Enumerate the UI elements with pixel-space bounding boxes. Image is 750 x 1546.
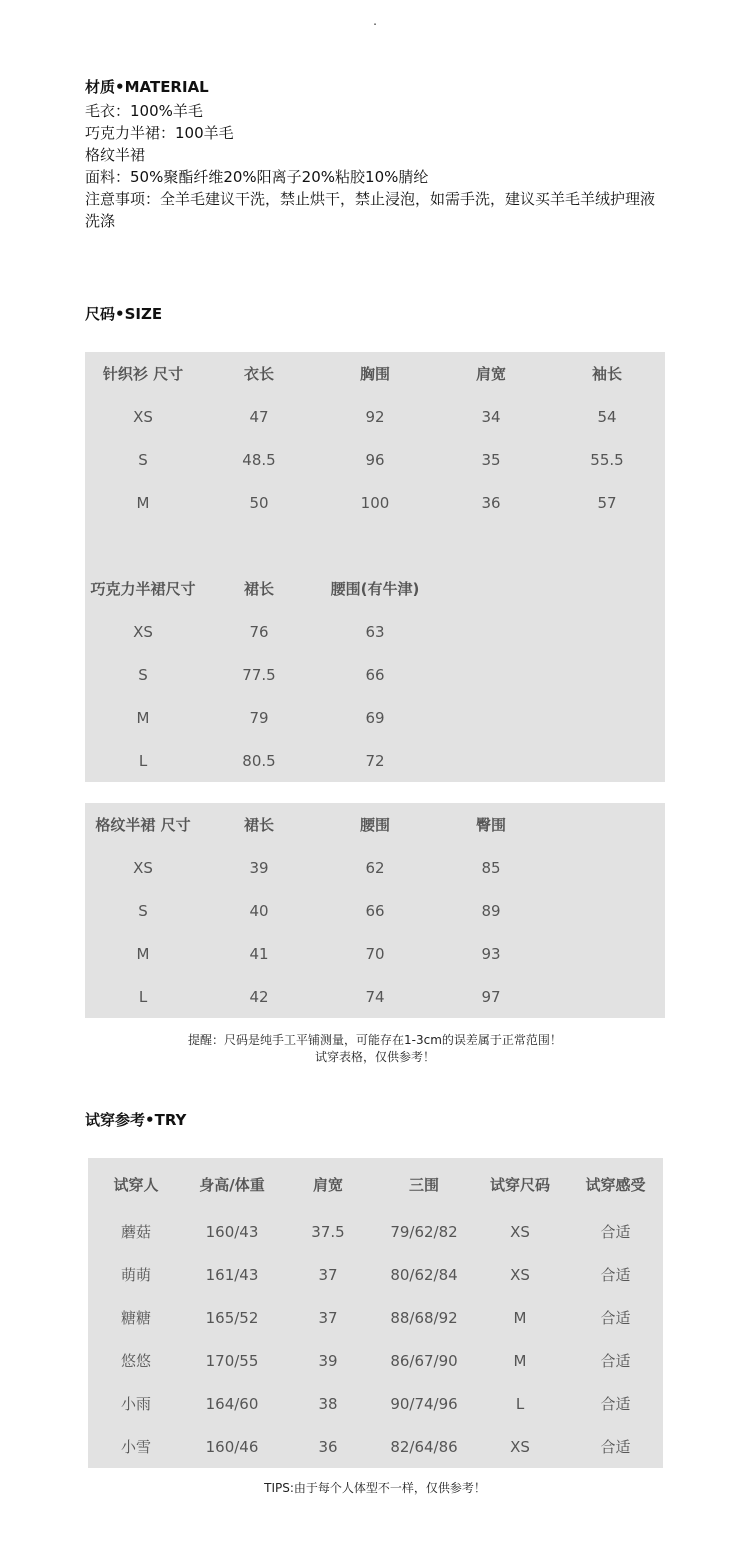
table-row — [85, 438, 665, 481]
table-cell: 77.5 — [242, 665, 276, 684]
table-row — [85, 739, 665, 782]
header-cell: 裙长 — [243, 580, 274, 598]
table-cell — [549, 696, 665, 739]
table-cell: 90/74/96 — [390, 1394, 458, 1413]
table-cell: 79 — [249, 708, 269, 727]
table-cell: 97 — [481, 987, 501, 1006]
table-cell — [549, 889, 665, 932]
material-line: 巧克力半裙：100羊毛 — [85, 124, 234, 142]
table-cell: M — [136, 708, 150, 727]
table-cell: 35 — [481, 450, 501, 469]
table-cell: 41 — [249, 944, 269, 963]
table-cell: 48.5 — [242, 450, 276, 469]
table-row — [88, 1210, 663, 1253]
table-cell: 66 — [365, 901, 385, 920]
table-cell: 70 — [365, 944, 385, 963]
table-cell: 糖糖 — [120, 1309, 151, 1327]
try-tips: TIPS:由于每个人体型不一样，仅供参考！ — [264, 1481, 486, 1495]
header-cell: 腰围(有牛津) — [330, 580, 420, 598]
material-line: 毛衣：100%羊毛 — [85, 102, 203, 120]
table-cell: L — [138, 751, 148, 770]
header-cell: 针织衫 尺寸 — [102, 365, 184, 383]
table-cell: 50 — [249, 493, 269, 512]
table-cell: 小雪 — [120, 1438, 151, 1456]
table-cell: 36 — [481, 493, 501, 512]
table-cell: S — [138, 665, 148, 684]
try-title: 试穿参考•TRY — [85, 1111, 187, 1129]
table-row — [85, 932, 665, 975]
header-cell: 袖长 — [591, 365, 622, 383]
header-cell: 三围 — [408, 1175, 439, 1194]
table-cell: 165/52 — [205, 1308, 259, 1327]
header-cell — [433, 567, 549, 610]
table-cell: 63 — [365, 622, 385, 641]
table-cell: 40 — [249, 901, 269, 920]
table-cell: 74 — [365, 987, 385, 1006]
table-header-row — [85, 803, 665, 846]
header-cell: 裙长 — [243, 816, 274, 834]
table-row — [85, 395, 665, 438]
table-cell: L — [138, 987, 148, 1006]
header-cell — [549, 567, 665, 610]
header-cell: 肩宽 — [475, 365, 506, 383]
table-row — [88, 1296, 663, 1339]
table-cell: 38 — [318, 1394, 338, 1413]
table-cell: 37 — [318, 1265, 338, 1284]
table-cell: 62 — [365, 858, 385, 877]
table-cell: XS — [510, 1265, 530, 1284]
table-cell: M — [136, 944, 150, 963]
table-cell: M — [513, 1351, 527, 1370]
table-cell: 55.5 — [590, 450, 624, 469]
top-mark: . — [373, 14, 377, 28]
table-cell: 85 — [481, 858, 501, 877]
knit-size-table — [85, 352, 665, 524]
table-cell: 47 — [249, 407, 269, 426]
material-care-line: 注意事项：全羊毛建议干洗，禁止烘干，禁止浸泡，如需手洗，建议买羊毛羊绒护理液洗涤 — [85, 190, 656, 230]
table-cell: 93 — [481, 944, 501, 963]
material-line: 面料：50%聚酯纤维20%阳离子20%粘胶10%腈纶 — [85, 168, 429, 186]
table-cell: 合适 — [600, 1438, 631, 1456]
table-cell: 164/60 — [205, 1394, 259, 1413]
try-on-table — [88, 1158, 663, 1468]
table-cell: 86/67/90 — [390, 1351, 458, 1370]
table-cell: 57 — [597, 493, 617, 512]
header-cell: 肩宽 — [312, 1175, 343, 1194]
size-note-line: 试穿表格，仅供参考！ — [314, 1050, 435, 1064]
table-row — [85, 610, 665, 653]
table-row — [85, 975, 665, 1018]
table-cell: 100 — [360, 493, 390, 512]
table-cell: XS — [510, 1222, 530, 1241]
table-cell: 76 — [249, 622, 269, 641]
table-cell — [433, 739, 549, 782]
table-cell: 合适 — [600, 1309, 631, 1327]
table-cell: 37 — [318, 1308, 338, 1327]
table-cell — [549, 739, 665, 782]
table-row — [88, 1253, 663, 1296]
table-cell: 160/46 — [205, 1437, 259, 1456]
table-cell — [549, 653, 665, 696]
material-title: 材质•MATERIAL — [85, 78, 209, 96]
size-title: 尺码•SIZE — [85, 305, 163, 323]
table-cell: 89 — [481, 901, 501, 920]
header-cell — [549, 803, 665, 846]
header-cell: 臀围 — [475, 816, 506, 834]
table-header-row — [88, 1158, 663, 1210]
table-cell: M — [513, 1308, 527, 1327]
table-cell: L — [515, 1394, 525, 1413]
table-cell — [549, 846, 665, 889]
table-cell: XS — [133, 622, 153, 641]
table-cell: 合适 — [600, 1223, 631, 1241]
table-cell: 66 — [365, 665, 385, 684]
table-cell: 合适 — [600, 1395, 631, 1413]
table-cell: 69 — [365, 708, 385, 727]
table-cell: XS — [510, 1437, 530, 1456]
table-cell: 161/43 — [205, 1265, 259, 1284]
table-cell — [549, 975, 665, 1018]
table-row — [85, 889, 665, 932]
material-description — [85, 100, 665, 232]
table-cell: 39 — [318, 1351, 338, 1370]
plaid-skirt-size-table — [85, 803, 665, 1018]
size-note — [0, 1032, 750, 1066]
table-cell: 小雨 — [120, 1395, 151, 1413]
header-cell: 巧克力半裙尺寸 — [90, 580, 196, 598]
table-cell: 34 — [481, 407, 501, 426]
table-cell — [433, 696, 549, 739]
header-cell: 格纹半裙 尺寸 — [95, 816, 191, 834]
table-row — [85, 481, 665, 524]
table-row — [88, 1382, 663, 1425]
table-cell: 萌萌 — [120, 1266, 151, 1284]
try-panel — [88, 1158, 663, 1468]
table-cell: 72 — [365, 751, 385, 770]
header-cell: 试穿尺码 — [489, 1175, 550, 1194]
table-cell — [433, 610, 549, 653]
table-cell: 39 — [249, 858, 269, 877]
choc-skirt-size-table — [85, 567, 665, 782]
size-panel-plaid — [85, 803, 665, 1018]
size-note-line: 提醒：尺码是纯手工平铺测量，可能存在1-3cm的误差属于正常范围！ — [188, 1033, 562, 1047]
table-cell: 79/62/82 — [390, 1222, 458, 1241]
table-row — [85, 653, 665, 696]
header-cell: 试穿人 — [113, 1175, 159, 1194]
table-cell: 42 — [249, 987, 269, 1006]
table-cell: 悠悠 — [120, 1352, 151, 1370]
table-cell: 170/55 — [205, 1351, 259, 1370]
table-row — [88, 1425, 663, 1468]
size-panel-knit-choc — [85, 352, 665, 782]
header-cell: 胸围 — [359, 365, 390, 383]
table-cell: 80.5 — [242, 751, 276, 770]
table-cell — [549, 610, 665, 653]
table-cell: 54 — [597, 407, 617, 426]
table-cell: S — [138, 901, 148, 920]
table-cell: 88/68/92 — [390, 1308, 458, 1327]
material-line: 格纹半裙 — [85, 146, 146, 164]
header-cell: 腰围 — [359, 816, 390, 834]
table-cell: 80/62/84 — [390, 1265, 458, 1284]
table-cell — [549, 932, 665, 975]
table-cell: 160/43 — [205, 1222, 259, 1241]
table-cell: 92 — [365, 407, 385, 426]
header-cell: 身高/体重 — [199, 1175, 265, 1194]
header-cell: 衣长 — [243, 365, 274, 383]
table-cell: 合适 — [600, 1266, 631, 1284]
table-cell: 96 — [365, 450, 385, 469]
table-row — [85, 846, 665, 889]
table-cell: XS — [133, 858, 153, 877]
table-header-row — [85, 567, 665, 610]
table-cell: 合适 — [600, 1352, 631, 1370]
table-cell: 37.5 — [311, 1222, 345, 1241]
header-cell: 试穿感受 — [585, 1175, 646, 1194]
table-cell: S — [138, 450, 148, 469]
table-cell — [433, 653, 549, 696]
table-cell: 82/64/86 — [390, 1437, 458, 1456]
table-row — [85, 696, 665, 739]
table-row — [88, 1339, 663, 1382]
table-cell: M — [136, 493, 150, 512]
table-header-row — [85, 352, 665, 395]
table-cell: 蘑菇 — [120, 1223, 151, 1241]
table-cell: 36 — [318, 1437, 338, 1456]
table-cell: XS — [133, 407, 153, 426]
